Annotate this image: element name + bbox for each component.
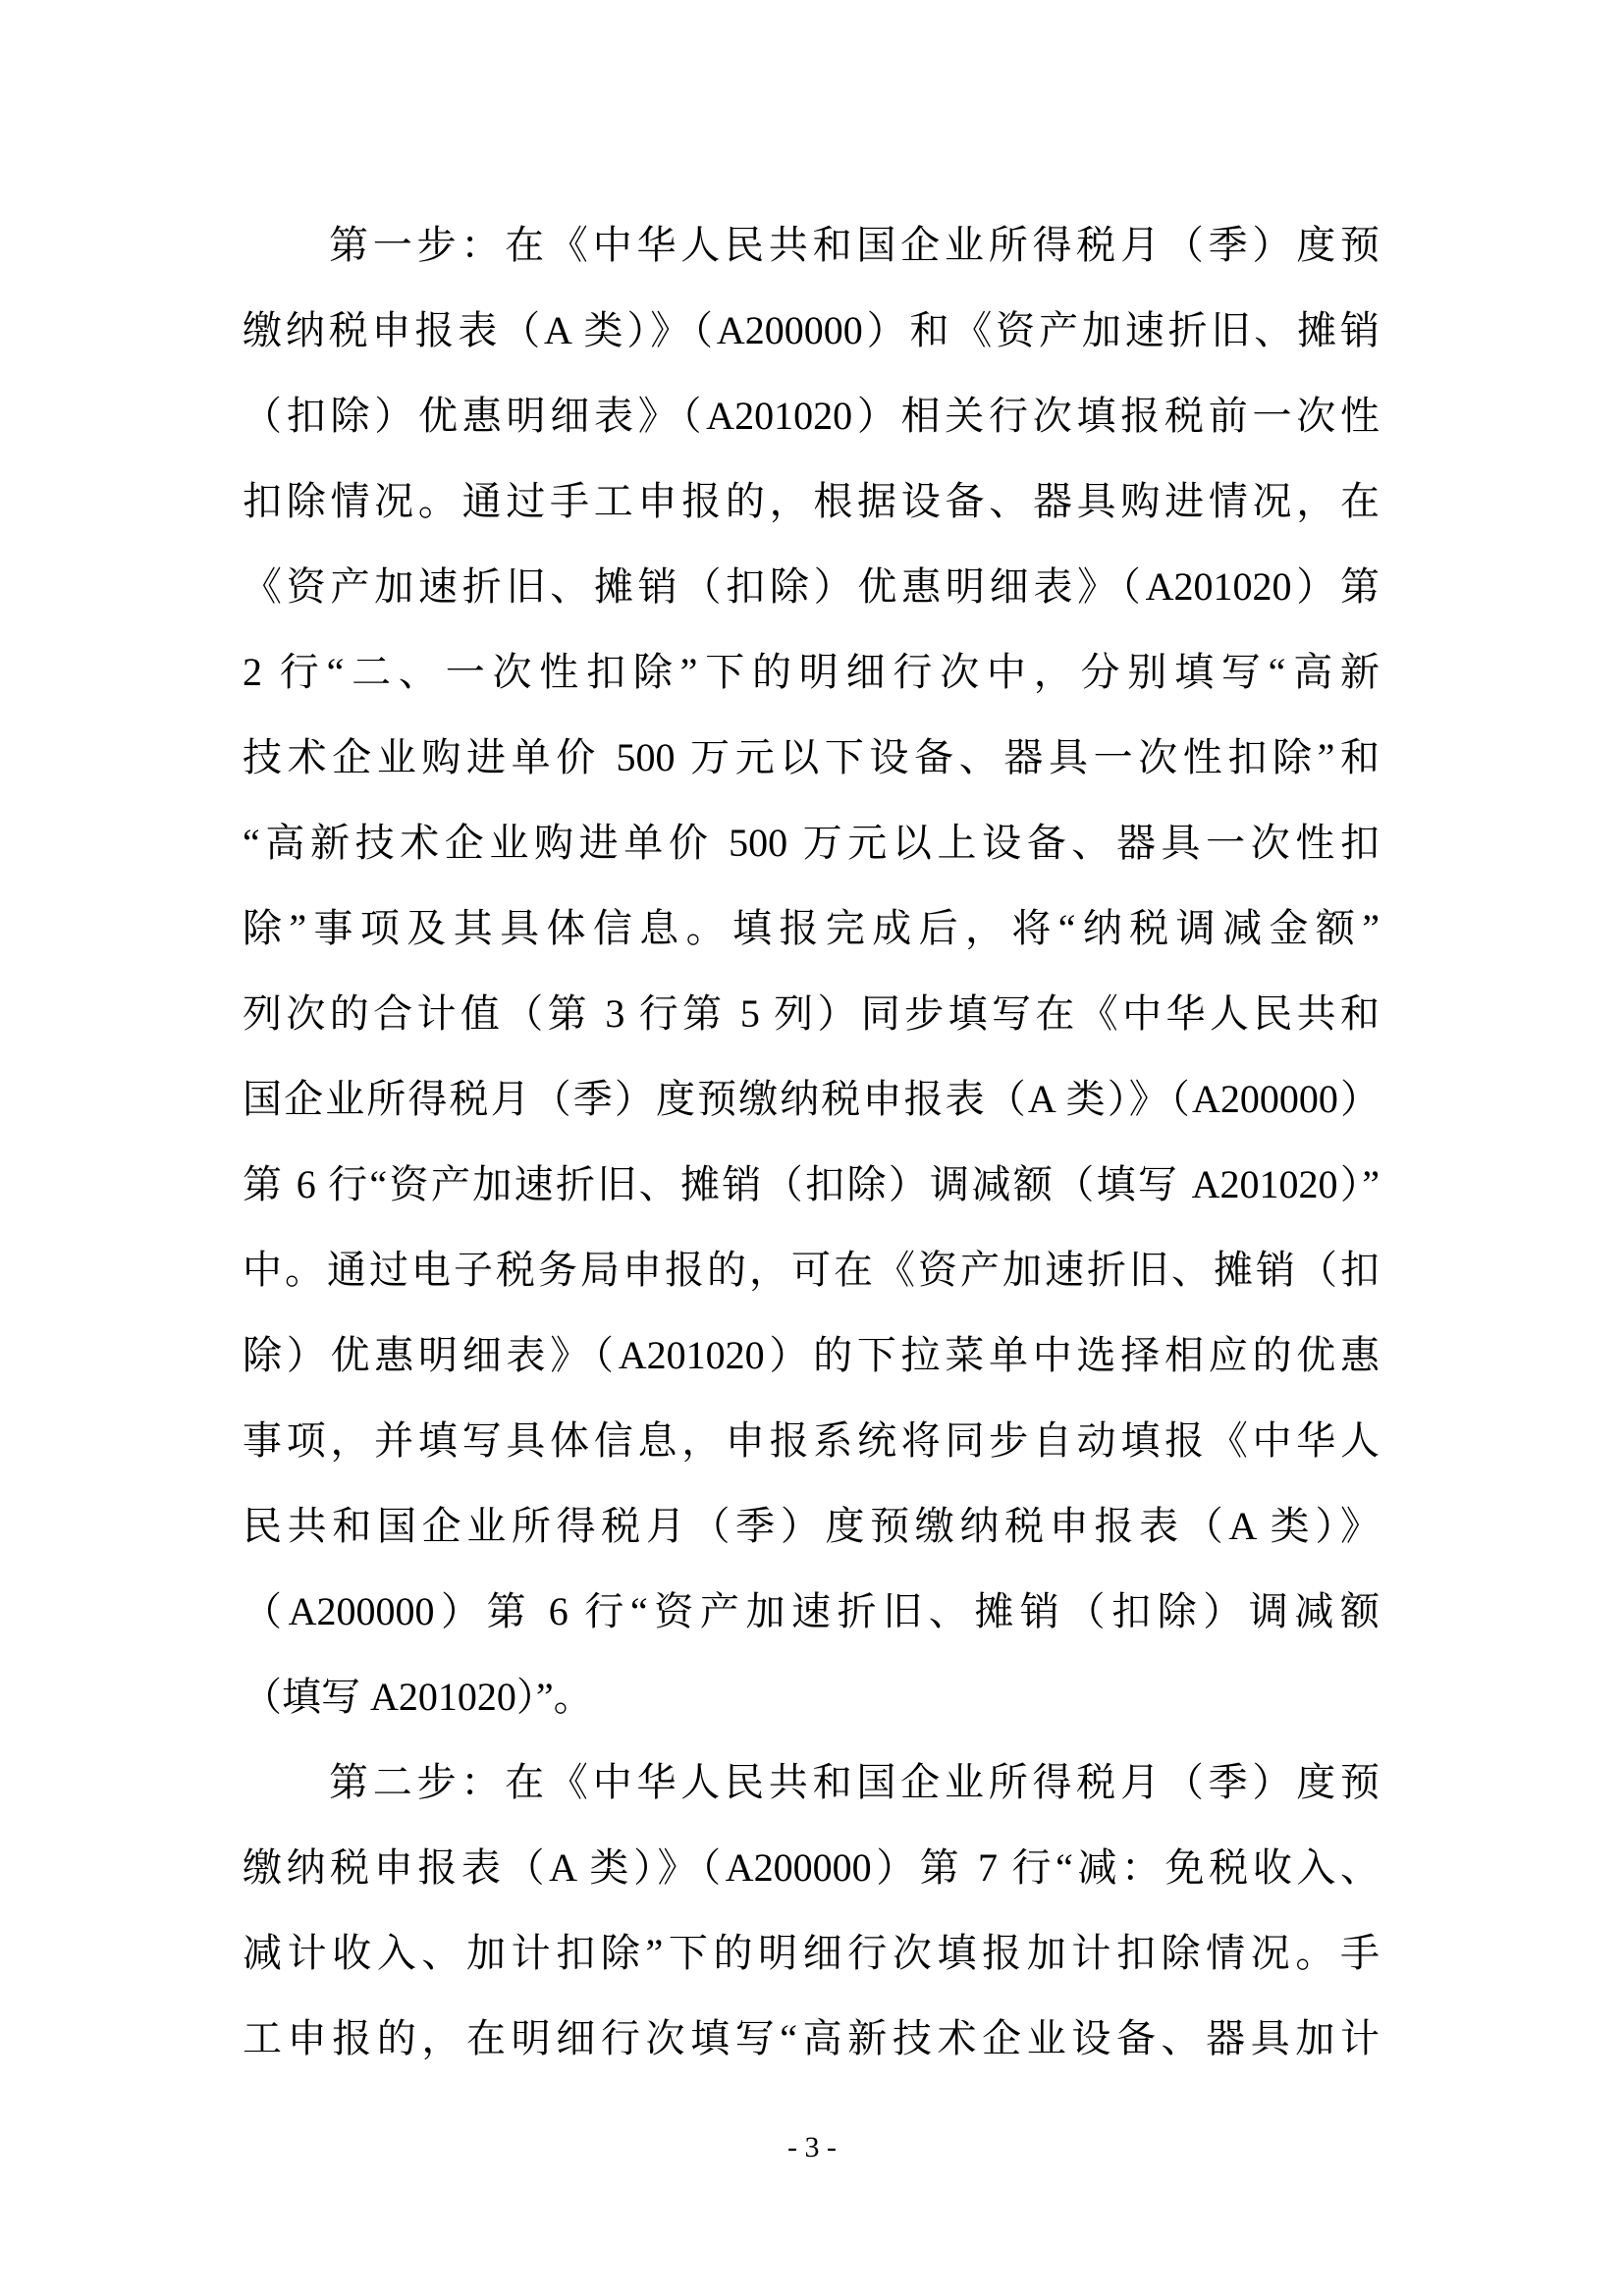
text-line: 《资产加速折旧、摊销（扣除）优惠明细表》（A201020）第 [243, 564, 1380, 609]
text-line: 工申报的，在明细行次填写“高新技术企业设备、器具加计 [243, 2016, 1380, 2060]
text-line: （填写 A201020）”。 [243, 1675, 593, 1719]
text-line: 第 6 行“资产加速折旧、摊销（扣除）调减额（填写 A201020）” [243, 1162, 1380, 1206]
text-line: 中。通过电子税务局申报的，可在《资产加速折旧、摊销（扣 [243, 1248, 1380, 1292]
text-line: 第二步：在《中华人民共和国企业所得税月（季）度预 [329, 1760, 1380, 1804]
body-text [243, 202, 1380, 2081]
text-line: 除）优惠明细表》（A201020）的下拉菜单中选择相应的优惠 [243, 1333, 1380, 1377]
text-line: 2 行“二、一次性扣除”下的明细行次中，分别填写“高新 [243, 650, 1380, 694]
text-line: 技术企业购进单价 500 万元以下设备、器具一次性扣除”和 [243, 735, 1380, 779]
text-line: 第一步：在《中华人民共和国企业所得税月（季）度预 [329, 223, 1380, 267]
text-line: （扣除）优惠明细表》（A201020）相关行次填报税前一次性 [243, 394, 1380, 438]
page-number: - 3 - [787, 2131, 837, 2163]
text-line: 民共和国企业所得税月（季）度预缴纳税申报表（A 类）》 [243, 1504, 1380, 1548]
text-line: 国企业所得税月（季）度预缴纳税申报表（A 类）》（A200000） [243, 1077, 1380, 1121]
text-line: 除”事项及其具体信息。填报完成后，将“纳税调减金额” [243, 906, 1380, 950]
text-line: “高新技术企业购进单价 500 万元以上设备、器具一次性扣 [243, 821, 1380, 865]
text-line: 列次的合计值（第 3 行第 5 列）同步填写在《中华人民共和 [243, 991, 1380, 1036]
text-line: 缴纳税申报表（A 类）》（A200000）和《资产加速折旧、摊销 [243, 308, 1380, 352]
text-line: 减计收入、加计扣除”下的明细行次填报加计扣除情况。手 [243, 1931, 1380, 1975]
text-line: 事项，并填写具体信息，申报系统将同步自动填报《中华人 [243, 1418, 1380, 1463]
text-line: 缴纳税申报表（A 类）》（A200000）第 7 行“减：免税收入、 [243, 1845, 1380, 1890]
text-line: 扣除情况。通过手工申报的，根据设备、器具购进情况，在 [243, 479, 1380, 523]
text-line: （A200000）第 6 行“资产加速折旧、摊销（扣除）调减额 [243, 1589, 1380, 1633]
